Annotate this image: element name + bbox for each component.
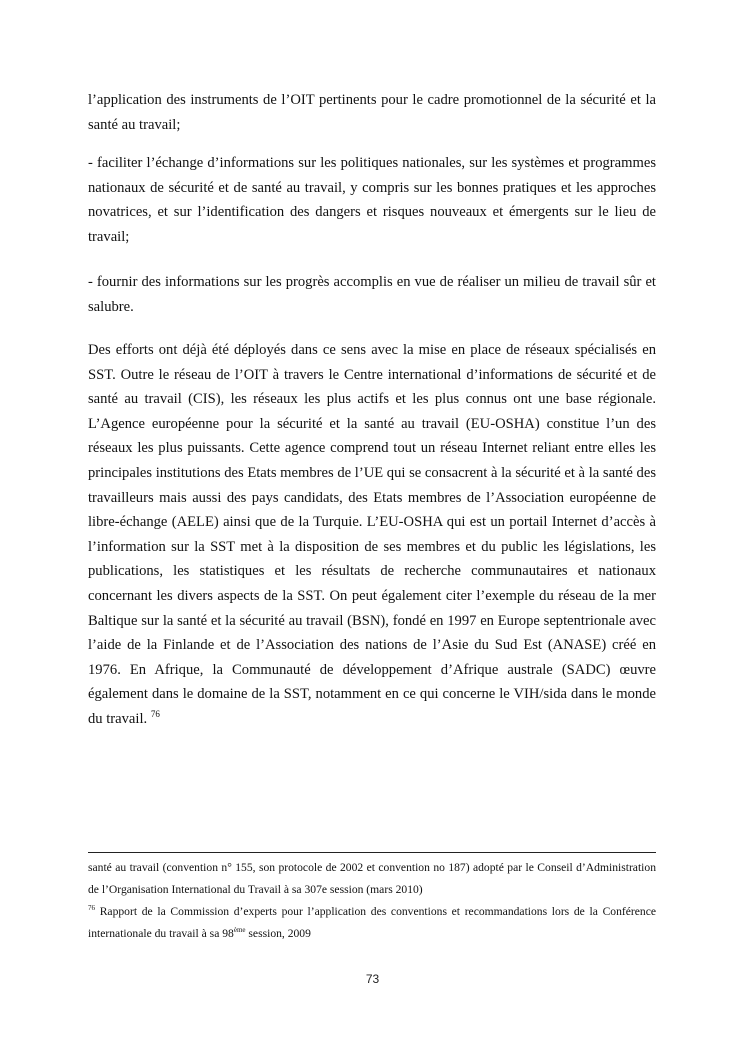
footnote-76-text-end: session, 2009 xyxy=(245,927,311,940)
footnote-reference-76[interactable]: 76 xyxy=(150,708,160,719)
footnote-continued-text: santé au travail (convention n° 155, son protocole de 2002 et convention no 187) adopté par le Conseil d’Administration de l’Organisation International du Travail à sa 307e session (mars 2010) xyxy=(88,861,656,896)
footnotes xyxy=(88,857,656,945)
footnote-continued xyxy=(88,857,656,901)
footnote-76-superscript: ème xyxy=(233,926,246,934)
paragraph-2-text: - faciliter l’échange d’informations sur les politiques nationales, sur les systèmes et programmes nationaux de sécurité et de santé au travail, y compris sur les bonnes pratiques et les approches novatrices, et sur l’identification des dangers et risques nouveaux et émergents sur le lieu de travail; xyxy=(88,155,656,245)
paragraph-1 xyxy=(88,88,656,137)
paragraph-3 xyxy=(88,270,656,319)
footnote-separator xyxy=(88,852,656,853)
footnote-76-number: 76 xyxy=(88,904,95,912)
paragraph-4 xyxy=(88,338,656,732)
footnote-76-text: Rapport de la Commission d’experts pour l’application des conventions et recommandations lors de la Conférence internationale du travail à sa 98 xyxy=(88,905,656,940)
paragraph-4-text: Des efforts ont déjà été déployés dans ce sens avec la mise en place de réseaux spécialisés en SST. Outre le réseau de l’OIT à travers le Centre international d’informations de sécurité et de santé au travail (CIS), les réseaux les plus actifs et les plus connus ont une base régionale. L’Agence européenne pour la sécurité et la santé au travail (EU-OSHA) constitue l’un des réseaux les plus puissants. Cette agence comprend tout un réseau Internet reliant entre elles les principales institutions des Etats membres de l’UE qui se consacrent à la sécurité et à la santé des travailleurs mais aussi des pays candidats, des Etats membres de l’Association européenne de libre-échange (AELE) ainsi que de la Turquie. L’EU-OSHA qui est un portail Internet d’accès à l’information sur la SST met à la disposition de ses membres et du public les législations, les publications, les statistiques et les résultats de recherche communautaires et nationaux concernant les divers aspects de la SST. On peut également citer l’exemple du réseau de la mer Baltique sur la santé et la sécurité au travail (BSN), fondé en 1997 en Europe septentrionale avec l’aide de la Finlande et de l’Association des nations de l’Asie du Sud Est (ANASE) créé en 1976. En Afrique, la Communauté de développement d’Afrique australe (SADC) œuvre également dans le domaine de la SST, notamment en ce qui concerne le VIH/sida dans le monde du travail. xyxy=(88,342,656,727)
paragraph-2 xyxy=(88,151,656,249)
paragraph-1-text: l’application des instruments de l’OIT pertinents pour le cadre promotionnel de la sécurité et la santé au travail; xyxy=(88,92,656,133)
page-number: 73 xyxy=(365,972,380,986)
paragraph-3-text: - fournir des informations sur les progrès accomplis en vue de réaliser un milieu de travail sûr et salubre. xyxy=(88,274,656,315)
footnote-76 xyxy=(88,901,656,945)
